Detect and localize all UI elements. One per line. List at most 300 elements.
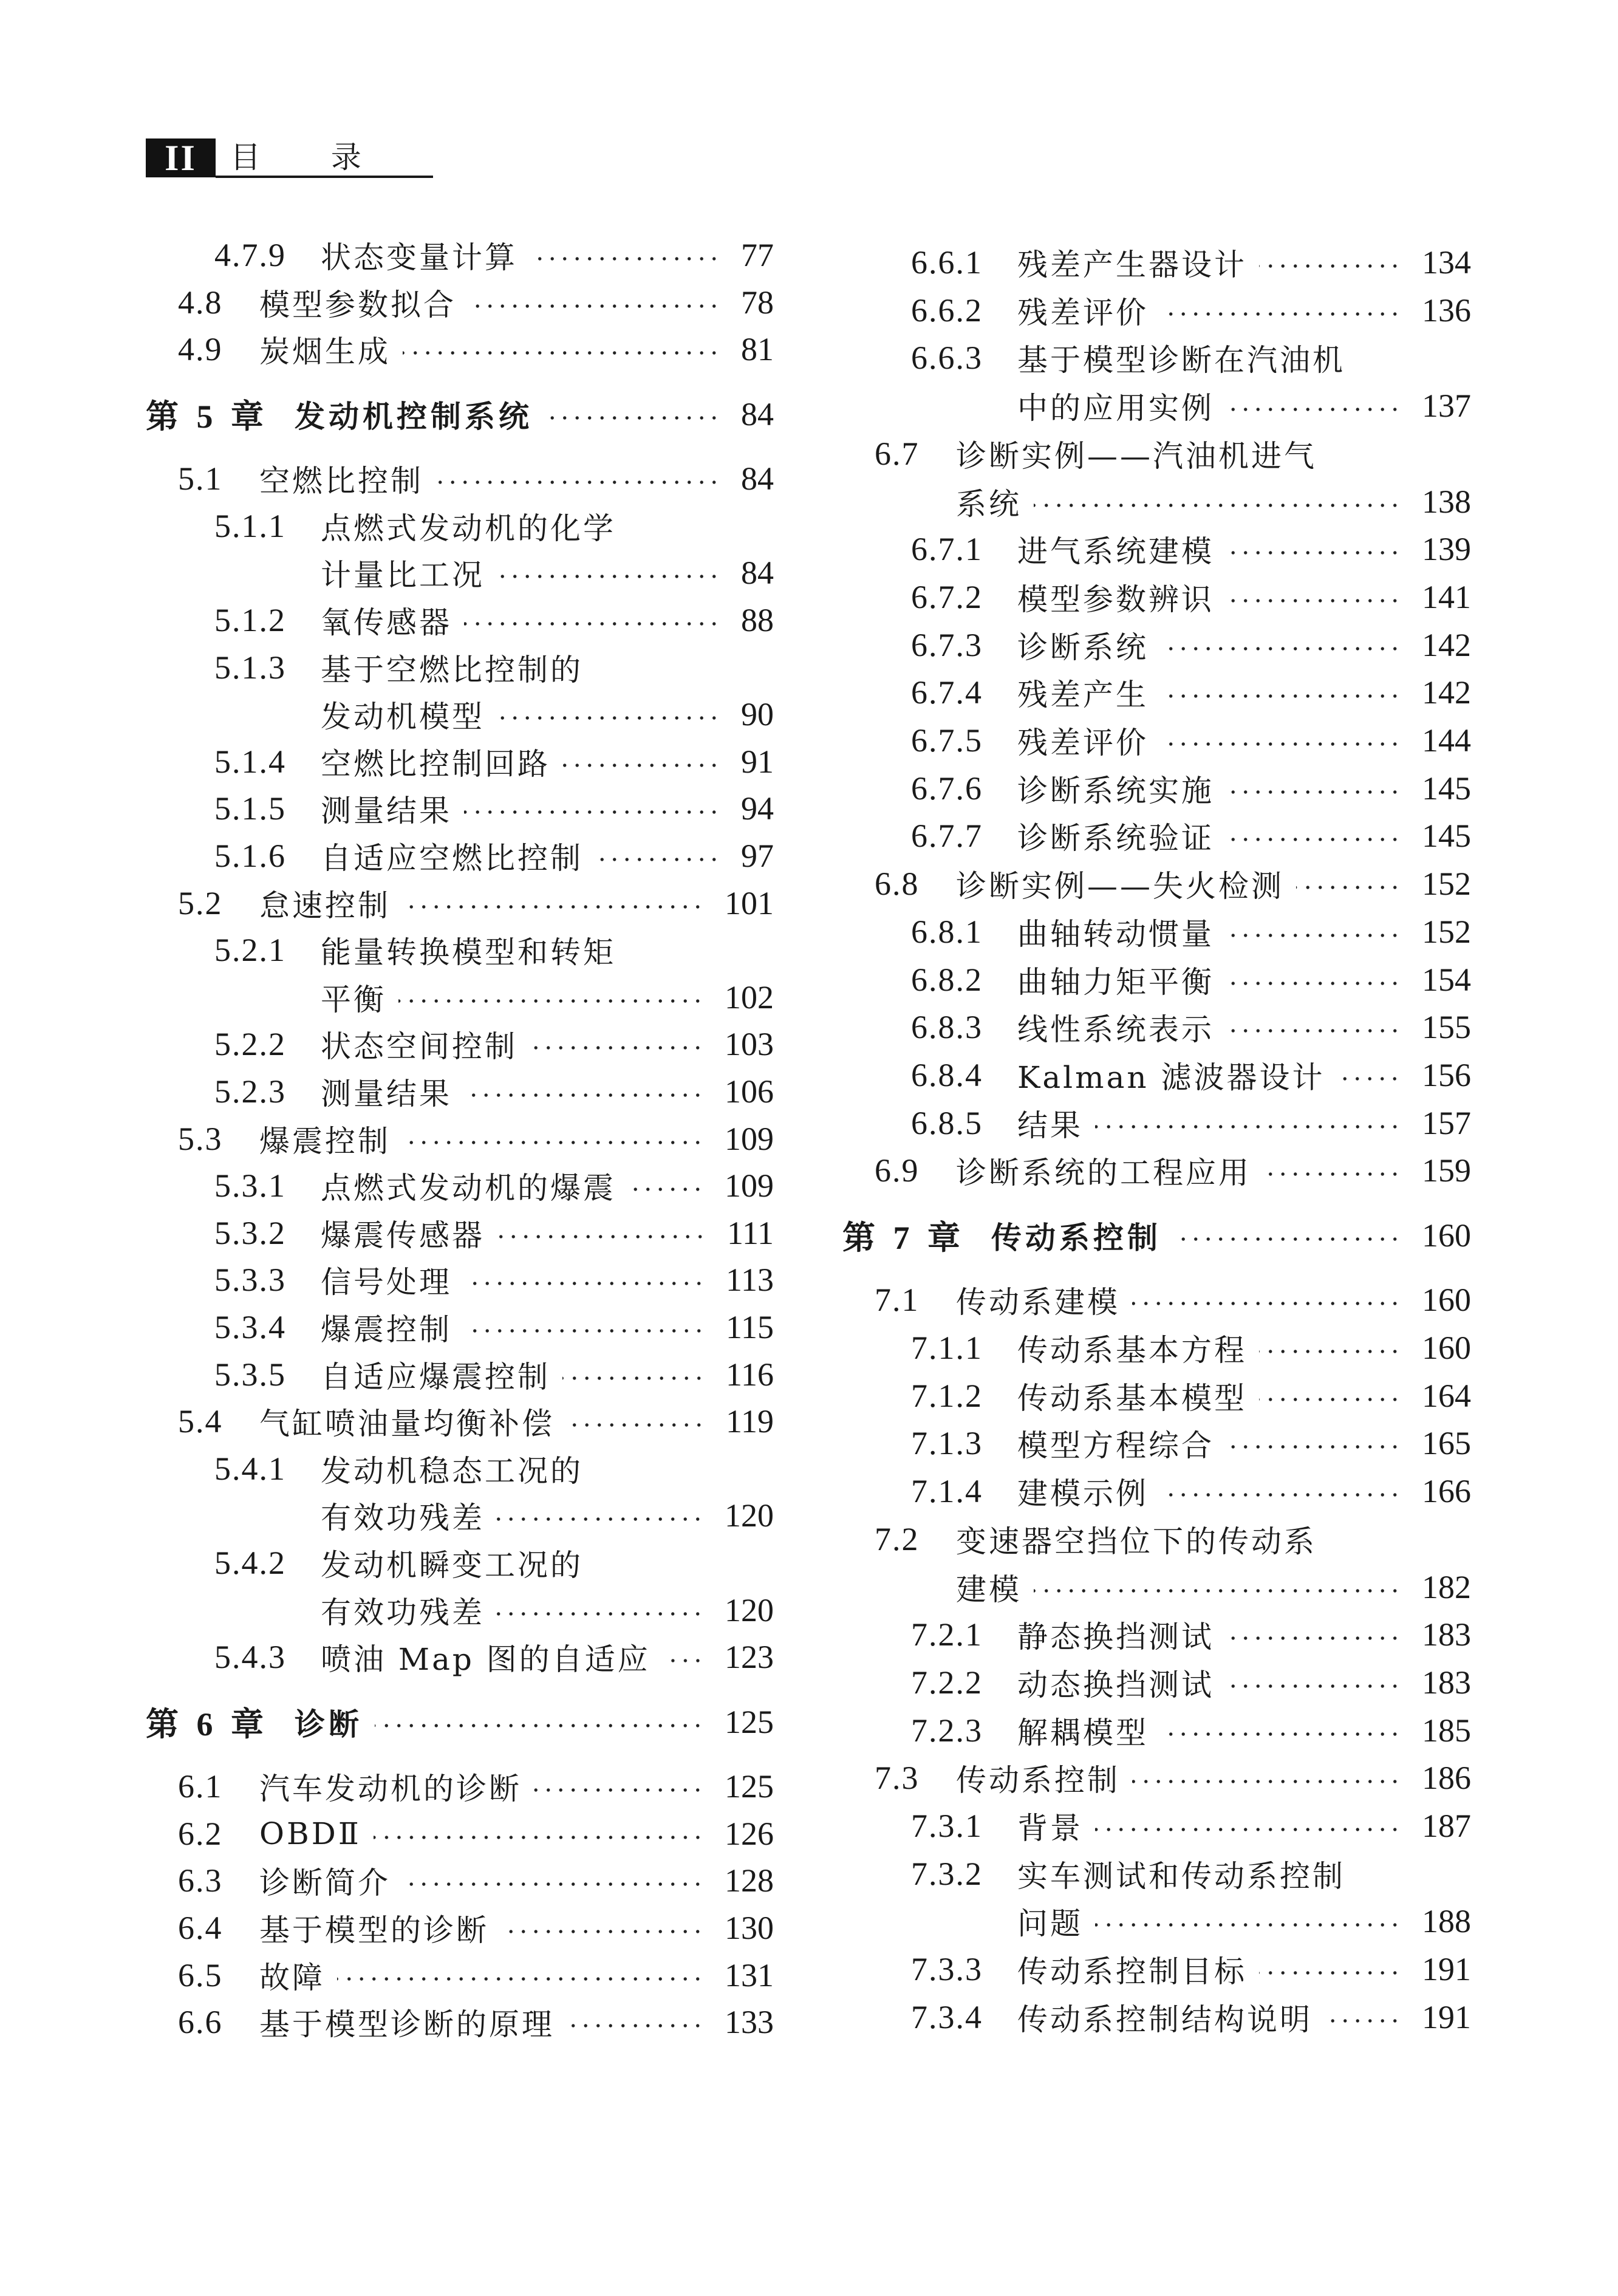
dot-leader xyxy=(497,1589,704,1631)
heading-underline xyxy=(216,176,433,178)
entry-page-number: 166 xyxy=(1422,1473,1471,1510)
dot-leader xyxy=(464,1070,704,1113)
entry-title: 发动机模型 xyxy=(321,699,485,735)
entry-title: 发动机控制系统 xyxy=(295,398,533,434)
toc-subsection-entry-continued xyxy=(214,693,774,736)
entry-page-number: 106 xyxy=(725,1073,774,1110)
toc-section-entry xyxy=(178,457,774,500)
entry-page-number: 160 xyxy=(1422,1282,1471,1319)
entry-title: 线性系统表示 xyxy=(1017,1012,1214,1048)
entry-page-number: 188 xyxy=(1422,1903,1471,1940)
entry-title: 问题 xyxy=(1017,1906,1083,1942)
dot-leader xyxy=(1226,528,1401,570)
entry-title: 点燃式发动机的爆震 xyxy=(321,1170,616,1206)
entry-number: 6.8.4 xyxy=(911,1056,983,1093)
entry-title: 曲轴转动惯量 xyxy=(1017,916,1214,952)
dot-leader xyxy=(1259,241,1401,284)
toc-section-entry xyxy=(178,1400,774,1443)
entry-page-number: 84 xyxy=(741,460,774,497)
entry-number: 6.3 xyxy=(178,1862,223,1899)
entry-number: 6.5 xyxy=(178,1956,223,1994)
dot-leader xyxy=(1173,1214,1401,1257)
toc-section-entry xyxy=(178,1813,774,1855)
entry-title: 基于模型诊断的原理 xyxy=(259,2007,555,2043)
dot-leader xyxy=(497,552,720,594)
entry-page-number: 90 xyxy=(741,696,774,733)
dot-leader xyxy=(497,693,720,736)
entry-title: 残差产生器设计 xyxy=(1017,247,1247,282)
entry-title: 模型参数拟合 xyxy=(259,287,456,323)
entry-number: 5.2 xyxy=(178,884,223,921)
entry-number: 6.7.2 xyxy=(911,578,983,615)
entry-page-number: 84 xyxy=(741,555,774,592)
entry-title: 测量结果 xyxy=(321,1076,452,1112)
entry-page-number: 120 xyxy=(725,1591,774,1628)
entry-number: 6.7 xyxy=(875,435,920,472)
entry-number: 6.8 xyxy=(875,866,920,903)
entry-title: 残差产生 xyxy=(1017,677,1149,713)
dot-leader xyxy=(1226,1613,1401,1656)
entry-number: 7.2 xyxy=(875,1520,920,1557)
entry-page-number: 102 xyxy=(725,979,774,1016)
dot-leader xyxy=(1132,1757,1401,1799)
entry-title: 背景 xyxy=(1017,1811,1083,1846)
toc-section-entry xyxy=(178,1118,774,1160)
dot-leader xyxy=(1226,384,1401,427)
entry-title: 基于模型诊断在汽油机 xyxy=(1017,343,1345,378)
toc-subsection-entry xyxy=(214,1212,774,1254)
dot-leader xyxy=(1259,1327,1401,1369)
entry-number: 7.1 xyxy=(875,1282,920,1319)
entry-page-number: 183 xyxy=(1422,1664,1471,1701)
toc-subsection-entry xyxy=(911,1422,1471,1464)
toc-subsection-entry xyxy=(911,815,1471,857)
toc-section-entry xyxy=(178,1859,774,1902)
entry-number: 6.7.5 xyxy=(911,722,983,759)
entry-title: 传动系控制 xyxy=(991,1220,1161,1256)
entry-number: 第 5 章 xyxy=(146,398,265,436)
entry-page-number: 152 xyxy=(1422,866,1471,903)
dot-leader xyxy=(1161,719,1401,762)
page-number-label: II xyxy=(146,138,216,177)
dot-leader xyxy=(1132,1279,1401,1321)
entry-title: 诊断实例——失火检测 xyxy=(956,869,1284,904)
toc-subsection-entry xyxy=(911,1327,1471,1369)
dot-leader xyxy=(530,234,720,276)
entry-number: 6.7.1 xyxy=(911,531,983,568)
entry-number: 5.3.2 xyxy=(214,1214,286,1251)
entry-number: 4.7.9 xyxy=(214,237,286,273)
entry-page-number: 128 xyxy=(725,1862,774,1899)
dot-leader xyxy=(1095,1900,1401,1942)
dot-leader xyxy=(545,393,720,436)
dot-leader xyxy=(1161,1470,1401,1512)
entry-title: 有效功残差 xyxy=(321,1500,485,1536)
toc-subsection-entry xyxy=(214,1353,774,1396)
dot-leader xyxy=(497,1212,706,1254)
dot-leader xyxy=(1296,863,1401,905)
toc-subsection-entry xyxy=(214,835,774,877)
toc-subsection-entry xyxy=(214,234,774,276)
entry-page-number: 116 xyxy=(726,1356,774,1393)
entry-page-number: 142 xyxy=(1422,674,1471,711)
entry-number: 7.3.2 xyxy=(911,1855,983,1892)
entry-title: 传动系控制 xyxy=(956,1763,1120,1799)
entry-page-number: 164 xyxy=(1422,1377,1471,1414)
entry-number: 7.1.3 xyxy=(911,1425,983,1462)
entry-page-number: 88 xyxy=(741,602,774,638)
entry-number: 6.2 xyxy=(178,1815,223,1852)
entry-title: Kalman 滤波器设计 xyxy=(1017,1059,1325,1095)
entry-number: 7.1.2 xyxy=(911,1377,983,1414)
toc-section-entry xyxy=(875,1149,1471,1192)
entry-page-number: 185 xyxy=(1422,1712,1471,1749)
entry-number: 6.7.3 xyxy=(911,626,983,663)
toc-section-entry xyxy=(875,1757,1471,1799)
toc-section-entry-continued xyxy=(875,1566,1471,1608)
entry-title: 状态变量计算 xyxy=(321,240,517,275)
entry-number: 5.1.1 xyxy=(214,507,286,544)
dot-leader xyxy=(1095,1102,1401,1144)
entry-page-number: 155 xyxy=(1422,1009,1471,1046)
entry-page-number: 134 xyxy=(1422,244,1471,281)
entry-page-number: 159 xyxy=(1422,1152,1471,1189)
entry-title: 空燃比控制回路 xyxy=(321,746,550,782)
toc-subsection-entry-continued xyxy=(214,1589,774,1631)
entry-title: 诊断系统实施 xyxy=(1017,773,1214,808)
toc-subsection-entry-continued xyxy=(911,1900,1471,1942)
entry-title: 发动机稳态工况的 xyxy=(321,1453,583,1489)
entry-title: 诊断简介 xyxy=(259,1865,391,1901)
toc-subsection-entry xyxy=(911,289,1471,332)
toc-section-entry xyxy=(178,328,774,371)
entry-number: 6.6 xyxy=(178,2004,223,2041)
toc-subsection-entry xyxy=(911,671,1471,714)
dot-leader xyxy=(567,1400,705,1443)
dot-leader xyxy=(595,835,720,877)
entry-page-number: 165 xyxy=(1422,1425,1471,1462)
toc-subsection-entry-continued xyxy=(214,976,774,1019)
toc-subsection-entry xyxy=(911,767,1471,810)
dot-leader xyxy=(501,1907,704,1949)
entry-number: 5.1.3 xyxy=(214,649,286,686)
entry-page-number: 182 xyxy=(1422,1568,1471,1605)
entry-page-number: 113 xyxy=(726,1262,774,1299)
toc-subsection-entry-continued xyxy=(214,552,774,594)
dot-leader xyxy=(1325,1996,1401,2038)
dot-leader xyxy=(464,1259,705,1301)
toc-subsection-entry xyxy=(214,1542,774,1584)
dot-leader xyxy=(337,1954,704,1997)
entry-number: 6.8.2 xyxy=(911,961,983,998)
toc-subsection-entry xyxy=(214,929,774,971)
dot-leader xyxy=(435,457,720,500)
toc-subsection-entry xyxy=(214,1023,774,1065)
toc-subsection-entry xyxy=(911,1661,1471,1704)
toc-subsection-entry xyxy=(911,1613,1471,1656)
toc-subsection-entry xyxy=(214,1070,774,1113)
dot-leader xyxy=(1226,958,1401,1001)
entry-page-number: 125 xyxy=(725,1703,774,1740)
toc-subsection-entry xyxy=(911,719,1471,762)
dot-leader xyxy=(374,1813,704,1855)
toc-section-entry xyxy=(875,1279,1471,1321)
dot-leader xyxy=(403,1118,704,1160)
toc-section-entry xyxy=(875,863,1471,905)
toc-subsection-entry xyxy=(911,1709,1471,1752)
dot-leader xyxy=(1034,480,1401,523)
entry-title: 计量比工况 xyxy=(321,558,485,593)
dot-leader xyxy=(1161,671,1401,714)
entry-number: 7.2.3 xyxy=(911,1712,983,1749)
entry-page-number: 119 xyxy=(726,1403,774,1440)
entry-title: 基于模型的诊断 xyxy=(259,1913,489,1948)
entry-title: 诊断系统验证 xyxy=(1017,821,1214,856)
entry-number: 7.3.3 xyxy=(911,1951,983,1988)
entry-number: 6.8.3 xyxy=(911,1009,983,1046)
entry-title: 静态换挡测试 xyxy=(1017,1619,1214,1655)
entry-title: 传动系控制目标 xyxy=(1017,1954,1247,1990)
entry-page-number: 145 xyxy=(1422,818,1471,855)
entry-number: 7.3 xyxy=(875,1760,920,1797)
entry-title: 氧传感器 xyxy=(321,605,452,640)
dot-leader xyxy=(1226,1422,1401,1464)
entry-page-number: 109 xyxy=(725,1120,774,1157)
toc-subsection-entry xyxy=(911,241,1471,284)
entry-number: 5.2.3 xyxy=(214,1073,286,1110)
entry-number: 6.8.5 xyxy=(911,1104,983,1141)
entry-title: 点燃式发动机的化学 xyxy=(321,510,616,546)
entry-number: 6.7.4 xyxy=(911,674,983,711)
entry-title: 传动系控制结构说明 xyxy=(1017,2001,1312,2037)
entry-title: 故障 xyxy=(259,1959,325,1995)
entry-number: 5.1.5 xyxy=(214,790,286,827)
dot-leader xyxy=(562,740,720,783)
toc-subsection-entry-continued xyxy=(911,384,1471,427)
toc-subsection-entry xyxy=(911,1470,1471,1512)
dot-leader xyxy=(1095,1805,1401,1847)
toc-subsection-entry xyxy=(214,1447,774,1490)
entry-page-number: 191 xyxy=(1422,1998,1471,2035)
entry-page-number: 141 xyxy=(1422,578,1471,615)
entry-page-number: 145 xyxy=(1422,770,1471,807)
entry-page-number: 78 xyxy=(741,284,774,321)
dot-leader xyxy=(1226,1006,1401,1048)
entry-title: 传动系基本方程 xyxy=(1017,1333,1247,1368)
entry-page-number: 133 xyxy=(725,2004,774,2041)
entry-page-number: 97 xyxy=(741,838,774,874)
entry-page-number: 126 xyxy=(725,1815,774,1852)
entry-page-number: 115 xyxy=(726,1309,774,1345)
dot-leader xyxy=(1259,1948,1401,1990)
entry-page-number: 81 xyxy=(741,331,774,368)
toc-subsection-entry xyxy=(214,787,774,830)
dot-leader xyxy=(530,1023,704,1065)
entry-title: 空燃比控制 xyxy=(259,463,423,499)
entry-page-number: 156 xyxy=(1422,1056,1471,1093)
dot-leader xyxy=(1226,1661,1401,1704)
toc-subsection-entry xyxy=(214,646,774,689)
entry-number: 7.2.2 xyxy=(911,1664,983,1701)
entry-number: 6.7.7 xyxy=(911,818,983,855)
entry-number: 5.3 xyxy=(178,1120,223,1157)
page-heading: 目 录 xyxy=(230,140,361,175)
entry-page-number: 139 xyxy=(1422,531,1471,568)
entry-title: 有效功残差 xyxy=(321,1594,485,1630)
entry-number: 5.3.3 xyxy=(214,1262,286,1299)
entry-title: 爆震控制 xyxy=(259,1123,391,1159)
entry-title: 基于空燃比控制的 xyxy=(321,652,583,688)
toc-section-entry xyxy=(178,1954,774,1997)
entry-number: 6.8.1 xyxy=(911,913,983,950)
entry-number: 5.2.1 xyxy=(214,932,286,969)
entry-title: 结果 xyxy=(1017,1107,1083,1143)
entry-title: 残差评价 xyxy=(1017,295,1149,330)
dot-leader xyxy=(497,1494,704,1537)
entry-title: 炭烟生成 xyxy=(259,334,391,370)
entry-page-number: 103 xyxy=(725,1026,774,1063)
toc-subsection-entry xyxy=(214,740,774,783)
entry-title: 解耦模型 xyxy=(1017,1715,1149,1751)
entry-number: 6.6.3 xyxy=(911,340,983,377)
toc-section-entry xyxy=(178,1907,774,1949)
entry-page-number: 137 xyxy=(1422,388,1471,425)
dot-leader xyxy=(1161,1709,1401,1752)
entry-number: 6.9 xyxy=(875,1152,920,1189)
entry-page-number: 186 xyxy=(1422,1760,1471,1797)
dot-leader xyxy=(562,1353,705,1396)
entry-number: 7.1.1 xyxy=(911,1330,983,1366)
entry-title: 变速器空挡位下的传动系 xyxy=(956,1523,1317,1559)
dot-leader xyxy=(628,1164,704,1207)
entry-title: 状态空间控制 xyxy=(321,1029,517,1065)
toc-subsection-entry xyxy=(214,599,774,641)
entry-page-number: 120 xyxy=(725,1497,774,1534)
entry-page-number: 136 xyxy=(1422,292,1471,329)
toc-subsection-entry xyxy=(911,576,1471,618)
entry-page-number: 154 xyxy=(1422,961,1471,998)
entry-number: 5.4 xyxy=(178,1403,223,1440)
entry-page-number: 125 xyxy=(725,1768,774,1805)
toc-subsection-entry xyxy=(911,1948,1471,1990)
entry-number: 5.1 xyxy=(178,460,223,497)
dot-leader xyxy=(1226,576,1401,618)
toc-subsection-entry xyxy=(911,1853,1471,1895)
entry-page-number: 101 xyxy=(725,884,774,921)
dot-leader xyxy=(1337,1054,1401,1096)
entry-title: 诊断 xyxy=(295,1706,363,1742)
entry-title: 中的应用实例 xyxy=(1017,391,1214,426)
entry-title: 残差评价 xyxy=(1017,725,1149,760)
entry-title: 曲轴力矩平衡 xyxy=(1017,964,1214,1000)
entry-title: 系统 xyxy=(956,486,1022,522)
dot-leader xyxy=(464,599,720,641)
toc-section-entry xyxy=(178,281,774,324)
entry-title: OBDⅡ xyxy=(259,1816,361,1851)
entry-title: 建模 xyxy=(956,1571,1022,1607)
entry-title: 诊断系统的工程应用 xyxy=(956,1155,1251,1191)
toc-subsection-entry xyxy=(911,958,1471,1001)
toc-section-entry xyxy=(875,432,1471,475)
dot-leader xyxy=(468,281,720,324)
entry-title: 测量结果 xyxy=(321,793,452,829)
dot-leader xyxy=(464,787,720,830)
dot-leader xyxy=(1161,624,1401,666)
entry-number: 6.6.1 xyxy=(911,244,983,281)
entry-number: 5.1.2 xyxy=(214,602,286,638)
entry-page-number: 109 xyxy=(725,1167,774,1204)
dot-leader xyxy=(1226,767,1401,810)
toc-section-entry xyxy=(178,2001,774,2043)
entry-title: 能量转换模型和转矩 xyxy=(321,935,616,971)
entry-page-number: 138 xyxy=(1422,483,1471,520)
dot-leader xyxy=(403,1859,704,1902)
entry-title: 自适应空燃比控制 xyxy=(321,841,583,876)
entry-page-number: 191 xyxy=(1422,1951,1471,1988)
entry-page-number: 111 xyxy=(727,1214,774,1251)
entry-title: 实车测试和传动系控制 xyxy=(1017,1858,1345,1894)
entry-title: 模型参数辨识 xyxy=(1017,581,1214,617)
entry-number: 5.3.1 xyxy=(214,1167,286,1204)
entry-page-number: 77 xyxy=(741,237,774,273)
entry-page-number: 157 xyxy=(1422,1104,1471,1141)
entry-title: 进气系统建模 xyxy=(1017,534,1214,570)
toc-chapter-entry xyxy=(842,1214,1471,1257)
entry-title: 气缸喷油量均衡补偿 xyxy=(259,1406,555,1442)
entry-page-number: 84 xyxy=(741,395,774,432)
toc-subsection-entry xyxy=(911,1375,1471,1417)
toc-section-entry xyxy=(178,1765,774,1808)
entry-title: 传动系建模 xyxy=(956,1285,1120,1321)
entry-page-number: 187 xyxy=(1422,1808,1471,1844)
toc-subsection-entry xyxy=(911,528,1471,570)
entry-page-number: 94 xyxy=(741,790,774,827)
toc-subsection-entry xyxy=(911,1054,1471,1096)
entry-title: 发动机瞬变工况的 xyxy=(321,1548,583,1583)
entry-title: 信号处理 xyxy=(321,1265,452,1300)
toc-subsection-entry-continued xyxy=(214,1494,774,1537)
entry-page-number: 130 xyxy=(725,1910,774,1946)
entry-page-number: 160 xyxy=(1422,1217,1471,1254)
entry-number: 5.2.2 xyxy=(214,1026,286,1063)
entry-number: 7.1.4 xyxy=(911,1473,983,1510)
entry-number: 5.3.5 xyxy=(214,1356,286,1393)
entry-number: 5.4.2 xyxy=(214,1545,286,1581)
dot-leader xyxy=(1161,289,1401,332)
entry-title: 喷油 Map 图的自适应 xyxy=(321,1642,650,1678)
toc-subsection-entry xyxy=(911,1102,1471,1144)
dot-leader xyxy=(464,1306,705,1348)
toc-subsection-entry xyxy=(911,337,1471,379)
dot-leader xyxy=(1259,1375,1401,1417)
entry-title: 模型方程综合 xyxy=(1017,1428,1214,1464)
dot-leader xyxy=(1034,1566,1401,1608)
entry-title: 建模示例 xyxy=(1017,1476,1149,1512)
entry-page-number: 131 xyxy=(725,1956,774,1994)
entry-title: 动态换挡测试 xyxy=(1017,1667,1214,1703)
toc-subsection-entry xyxy=(911,911,1471,953)
entry-number: 5.4.3 xyxy=(214,1639,286,1676)
toc-subsection-entry xyxy=(214,1636,774,1678)
entry-number: 5.1.6 xyxy=(214,838,286,874)
toc-subsection-entry xyxy=(214,1306,774,1348)
toc-subsection-entry xyxy=(214,1259,774,1301)
dot-leader xyxy=(663,1636,704,1678)
entry-title: 怠速控制 xyxy=(259,887,391,923)
entry-title: 诊断实例——汽油机进气 xyxy=(956,438,1317,474)
toc-subsection-entry xyxy=(214,505,774,547)
entry-number: 7.2.1 xyxy=(911,1616,983,1653)
